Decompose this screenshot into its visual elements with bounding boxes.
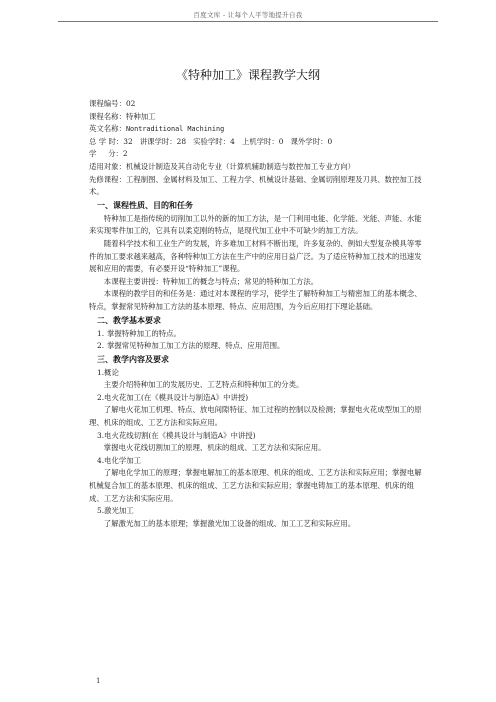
section1-paragraph: 随着科学技术和工业生产的发展，许多难加工材料不断出现，许多复杂的、例如大型复杂模具等零件的加工要求越来越高，各种特种加工方法在生产中的应用日益广泛。为了适应特种加工技术的迅速发展和应用的需要，有必要开设“特种加工”课程。 — [89, 238, 422, 274]
prerequisite-courses: 先修课程：工程制图、金属材料及加工、工程力学、机械设计基础、金属切削原理及刀具、数控加工技术。 — [89, 174, 422, 197]
document-body — [89, 98, 422, 530]
english-name — [89, 123, 422, 136]
course-name: 课程名称：特种加工 — [89, 111, 156, 121]
english-name-label: 英文名称： — [89, 124, 126, 134]
topic-title: 3.电火花线切割(在《模具设计与制造A》中讲授) — [97, 430, 256, 440]
topic-body: 掌握电火花线切割加工的原理、机床的组成、工艺方法和实际应用。 — [103, 443, 326, 453]
course-hours: 总 学 时：32 讲课学时：28 实验学时：4 上机学时：0 课外学时：0 — [89, 136, 333, 146]
section-heading-3: 三、教学内容及要求 — [97, 354, 169, 364]
topic-body: 了解电化学加工的原理；掌握电解加工的基本原理、机床的组成、工艺方法和实际应用；掌握电解机械复合加工的基本原理、机床的组成、工艺方法和实际应用；掌握电铸加工的基本原理、机床的组成、工艺方法和实际应用。 — [89, 468, 422, 503]
topic-title: 2.电火花加工(在《模具设计与制造A》中讲授) — [97, 392, 249, 402]
document-title: 《特种加工》课程教学大纲 — [175, 68, 320, 82]
english-name-value: Nontraditional Machining — [125, 125, 225, 134]
item-text: 掌握特种加工的特点。 — [107, 328, 181, 338]
requirement-item — [89, 328, 422, 341]
applicable-audience: 适用对象：机械设计制造及其自动化专业（计算机辅助制造与数控加工专业方向） — [89, 161, 356, 171]
course-credits: 学 分：2 — [89, 149, 128, 159]
topic-body: 了解激光加工的基本原理；掌握激光加工设备的组成、加工工艺和实际应用。 — [103, 518, 356, 528]
course-code: 课程编号：02 — [89, 99, 136, 108]
topic-body: 了解电火花加工机理、特点、放电间隙特征、加工过程的控制以及检测；掌握电火花成型加工的原理、机床的组成、工艺方法和实际应用。 — [89, 405, 422, 428]
section1-paragraph: 本课程的教学目的和任务是：通过对本课程的学习，使学生了解特种加工与精密加工的基本概念、特点，掌握常见特种加工方法的基本原理、特点、应用范围，为今后应用打下理论基础。 — [89, 289, 422, 311]
section1-paragraph: 本课程主要讲授：特种加工的概念与特点；常见的特种加工方法。 — [103, 276, 319, 286]
header-divider — [58, 21, 438, 22]
item-number: 2. — [97, 341, 105, 351]
requirement-item — [89, 340, 422, 353]
item-text: 掌握常见特种加工加工方法的原理、特点、应用范围。 — [107, 341, 285, 351]
item-number: 1. — [97, 328, 105, 338]
topic-title: 4.电化学加工 — [97, 455, 142, 465]
page-header — [0, 0, 496, 48]
section1-paragraph: 特种加工是指传统的切削加工以外的新的加工方法，是一门利用电能、化学能、光能、声能、水能来实现零件加工的，它具有以柔克刚的特点，是现代加工业中不可缺少的加工方法。 — [89, 213, 422, 236]
section-heading-2: 二、教学基本要求 — [97, 315, 161, 325]
topic-title: 1.概论 — [97, 367, 119, 377]
page-number: 1 — [96, 677, 101, 685]
header-text: 百度文库 - 让每个人平等地提升自我 — [193, 11, 303, 19]
topic-body: 主要介绍特种加工的发展历史、工艺特点和特种加工的分类。 — [103, 380, 304, 390]
section-heading-1: 一、课程性质、目的和任务 — [97, 200, 193, 210]
topic-title: 5.激光加工 — [97, 506, 134, 516]
